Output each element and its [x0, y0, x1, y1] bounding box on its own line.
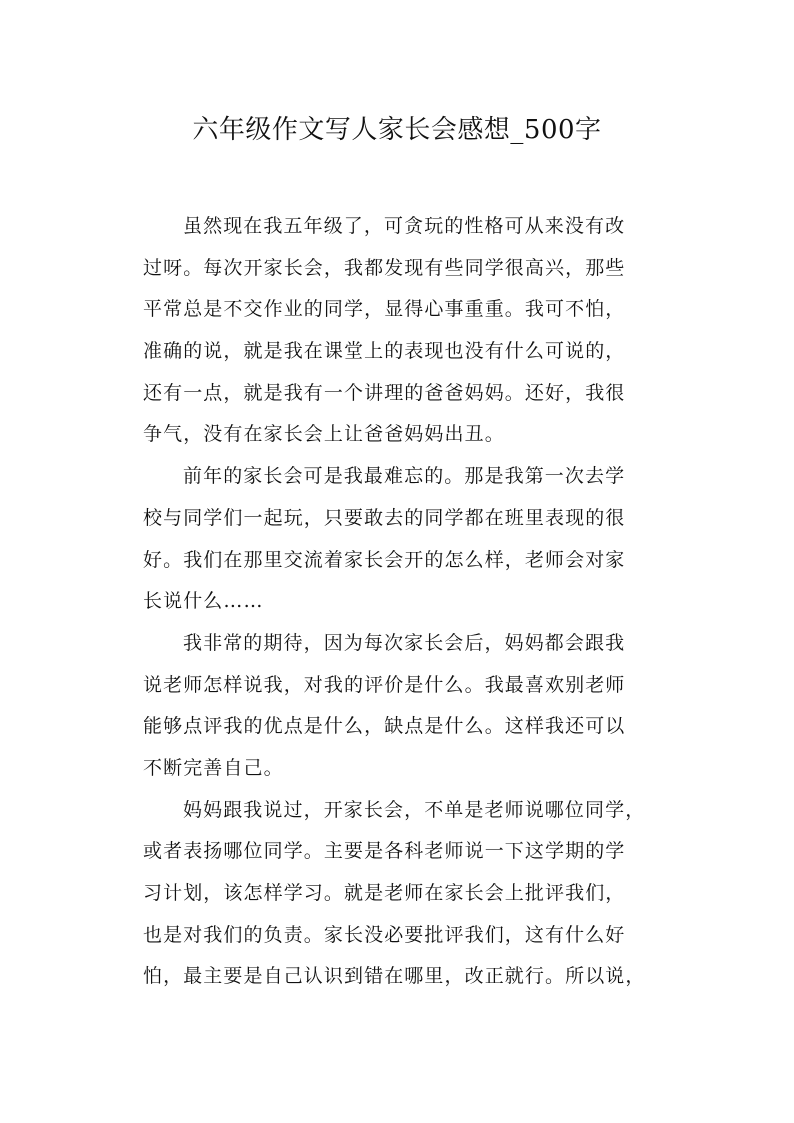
- paragraph-2-line-2: 校与同学们一起玩，只要敢去的同学都在班里表现的很: [143, 506, 626, 529]
- paragraph-3-line-1: 我非常的期待，因为每次家长会后，妈妈都会跟我: [183, 631, 626, 654]
- paragraph-2-line-3: 好。我们在那里交流着家长会开的怎么样，老师会对家: [143, 548, 626, 571]
- paragraph-4-line-5: 怕，最主要是自己认识到错在哪里，改正就行。所以说，: [143, 965, 646, 988]
- paragraph-1-line-4: 准确的说，就是我在课堂上的表现也没有什么可说的，: [143, 340, 626, 363]
- paragraph-1-line-3: 平常总是不交作业的同学，显得心事重重。我可不怕，: [143, 298, 626, 321]
- paragraph-4-line-3: 习计划，该怎样学习。就是老师在家长会上批评我们，: [143, 882, 626, 904]
- paragraph-1-line-2: 过呀。每次开家长会，我都发现有些同学很高兴，那些: [143, 256, 626, 279]
- paragraph-4-line-1: 妈妈跟我说过，开家长会，不单是老师说哪位同学，: [183, 798, 646, 821]
- paragraph-1-line-6: 争气，没有在家长会上让爸爸妈妈出丑。: [143, 423, 505, 446]
- article-body: [143, 206, 663, 998]
- paragraph-2-line-4: 长说什么……: [143, 590, 264, 613]
- paragraph-1-line-1: 虽然现在我五年级了，可贪玩的性格可从来没有改: [183, 215, 626, 237]
- paragraph-4-line-2: 或者表扬哪位同学。主要是各科老师说一下这学期的学: [143, 840, 626, 863]
- paragraph-1-line-5: 还有一点，就是我有一个讲理的爸爸妈妈。还好，我很: [143, 381, 626, 404]
- page-title: 六年级作文写人家长会感想_500字: [192, 115, 602, 145]
- paragraph-3-line-4: 不断完善自己。: [143, 756, 284, 779]
- paragraph-3-line-3: 能够点评我的优点是什么，缺点是什么。这样我还可以: [143, 715, 626, 738]
- paragraph-3-line-2: 说老师怎样说我，对我的评价是什么。我最喜欢别老师: [143, 673, 626, 696]
- paragraph-2-line-1: 前年的家长会可是我最难忘的。那是我第一次去学: [183, 465, 626, 488]
- paragraph-4-line-4: 也是对我们的负责。家长没必要批评我们，这有什么好: [143, 923, 626, 946]
